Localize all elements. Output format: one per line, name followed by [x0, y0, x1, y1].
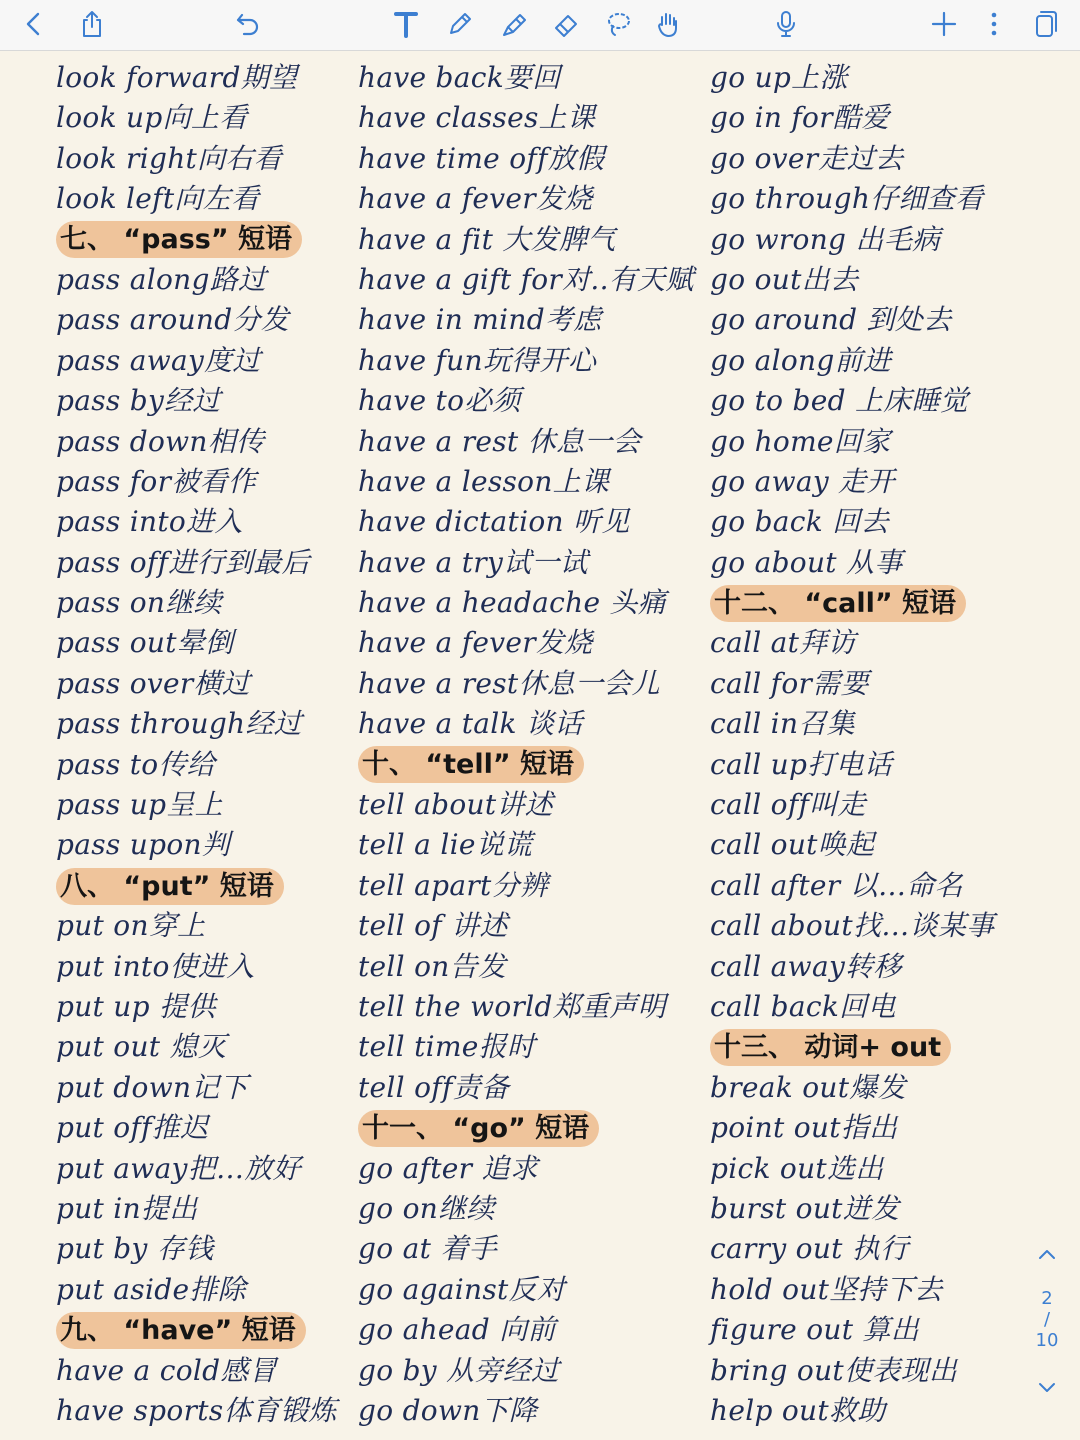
phrase-line: tell on告发 — [358, 949, 507, 983]
phrase-line: go along前进 — [710, 343, 892, 377]
phrase-line: pass on继续 — [56, 586, 222, 620]
phrase-line: pass for被看作 — [56, 464, 257, 498]
hand-icon[interactable] — [648, 5, 688, 43]
phrase-line: go down下降 — [358, 1393, 538, 1427]
phrase-line: go in for酷爱 — [710, 101, 890, 135]
phrase-line: have sports体育锻炼 — [56, 1393, 337, 1427]
section-heading: 七、 “pass” 短语 — [56, 221, 302, 258]
phrase-line: call out唤起 — [710, 828, 875, 862]
more-icon[interactable] — [974, 5, 1014, 43]
text-tool-icon[interactable] — [386, 5, 426, 43]
phrase-line: pass upon判 — [56, 828, 231, 862]
phrase-line: look right向右看 — [56, 141, 282, 175]
section-heading-row — [56, 1310, 337, 1350]
phrase-line: pass by经过 — [56, 384, 221, 418]
phrase-line: put into使进入 — [56, 949, 255, 983]
phrase-column-1 — [56, 58, 337, 1431]
lasso-icon[interactable] — [598, 5, 638, 43]
phrase-line: pass out晕倒 — [56, 626, 234, 660]
phrase-line: go over走过去 — [710, 141, 904, 175]
phrase-line: pass through经过 — [56, 707, 302, 741]
phrase-line: have a fever发烧 — [358, 626, 593, 660]
phrase-line: have a fit 大发脾气 — [358, 222, 616, 256]
page-indicator — [1030, 1288, 1064, 1352]
phrase-line: help out救助 — [710, 1393, 886, 1427]
phrase-line: go up上涨 — [710, 61, 848, 94]
page-up-chevron-icon[interactable] — [1030, 1244, 1064, 1270]
phrase-line: have a rest 休息一会 — [358, 424, 641, 458]
phrase-line: go around 到处去 — [710, 303, 952, 337]
phrase-line: pass into进入 — [56, 505, 243, 539]
phrase-line: put away把…放好 — [56, 1151, 301, 1185]
page-separator: / — [1043, 1309, 1051, 1330]
phrase-line: look up向上看 — [56, 101, 248, 135]
phrase-line: tell time报时 — [358, 1030, 536, 1064]
phrase-column-2 — [358, 58, 694, 1431]
phrase-line: go ahead 向前 — [358, 1313, 556, 1347]
phrase-line: call off叫走 — [710, 788, 866, 822]
phrase-line: put aside排除 — [56, 1272, 246, 1306]
note-page[interactable] — [0, 51, 1080, 1440]
highlighter-icon[interactable] — [494, 5, 534, 43]
phrase-line: have fun玩得开心 — [358, 343, 597, 377]
phrase-line: pass along路过 — [56, 262, 267, 296]
phrase-line: bring out使表现出 — [710, 1353, 958, 1387]
phrase-line: break out爆发 — [710, 1070, 906, 1104]
phrase-line: tell off责备 — [358, 1070, 510, 1104]
phrase-line: have a try试一试 — [358, 545, 588, 579]
phrase-line: go at 着手 — [358, 1232, 497, 1266]
phrase-line: have a fever发烧 — [358, 182, 593, 216]
section-heading: 八、 “put” 短语 — [56, 868, 284, 905]
total-page-number: 10 — [1035, 1330, 1059, 1351]
section-heading-row — [56, 866, 337, 906]
phrase-line: go to bed 上床睡觉 — [710, 384, 969, 418]
phrase-line: have a lesson上课 — [358, 464, 610, 498]
phrase-line: carry out 执行 — [710, 1232, 909, 1266]
phrase-line: pass away度过 — [56, 343, 261, 377]
phrase-line: call after 以…命名 — [710, 868, 963, 902]
phrase-line: hold out坚持下去 — [710, 1272, 943, 1306]
toolbar — [0, 0, 1080, 51]
phrase-line: tell about讲述 — [358, 788, 553, 822]
phrase-line: go wrong 出毛病 — [710, 222, 941, 256]
page-down-chevron-icon[interactable] — [1030, 1376, 1064, 1402]
eraser-icon[interactable] — [546, 5, 586, 43]
section-heading: 十、 “tell” 短语 — [358, 746, 584, 783]
add-icon[interactable] — [924, 5, 964, 43]
section-heading-row — [358, 1108, 694, 1148]
section-heading: 十二、 “call” 短语 — [710, 585, 966, 622]
phrase-line: pass down相传 — [56, 424, 265, 458]
phrase-line: have a talk 谈话 — [358, 707, 583, 741]
phrase-line: call back回电 — [710, 989, 896, 1023]
phrase-line: have a cold感冒 — [56, 1353, 277, 1387]
section-heading-row — [710, 1027, 994, 1067]
section-heading: 十三、 动词+ out — [710, 1029, 951, 1066]
phrase-line: pick out选出 — [710, 1151, 884, 1185]
phrase-line: have time off放假 — [358, 141, 605, 175]
phrase-line: have back要回 — [358, 61, 561, 94]
phrase-line: go on继续 — [358, 1191, 495, 1225]
phrase-line: put up 提供 — [56, 989, 216, 1023]
section-heading-row — [710, 583, 994, 623]
phrase-line: go away 走开 — [710, 464, 895, 498]
share-icon[interactable] — [72, 5, 112, 43]
phrase-line: pass up呈上 — [56, 788, 223, 822]
phrase-line: put by 存钱 — [56, 1232, 214, 1266]
phrase-line: go home回家 — [710, 424, 891, 458]
section-heading-row — [358, 745, 694, 785]
phrase-line: have classes上课 — [358, 101, 596, 135]
phrase-line: point out指出 — [710, 1111, 898, 1145]
phrase-line: go after 追求 — [358, 1151, 539, 1185]
phrase-line: pass around分发 — [56, 303, 290, 337]
phrase-line: put off推迟 — [56, 1111, 209, 1145]
phrase-line: go out出去 — [710, 262, 859, 296]
phrase-line: go back 回去 — [710, 505, 889, 539]
undo-icon[interactable] — [228, 5, 268, 43]
phrase-column-3 — [710, 58, 994, 1431]
phrase-line: have a gift for对..有天赋 — [358, 262, 694, 296]
phrase-line: put down记下 — [56, 1070, 248, 1104]
phrase-line: have a rest休息一会儿 — [358, 666, 660, 700]
pages-icon[interactable] — [1024, 5, 1064, 43]
phrase-line: tell a lie说谎 — [358, 828, 533, 862]
phrase-line: have to必须 — [358, 384, 521, 418]
phrase-line: call about找…谈某事 — [710, 909, 995, 943]
phrase-line: go against反对 — [358, 1272, 566, 1306]
phrase-line: call for需要 — [710, 666, 869, 700]
phrase-line: look left向左看 — [56, 182, 260, 216]
phrase-line: put in提出 — [56, 1191, 198, 1225]
phrase-line: figure out 算出 — [710, 1313, 920, 1347]
phrase-line: tell the world郑重声明 — [358, 989, 666, 1023]
microphone-icon[interactable] — [766, 5, 806, 43]
section-heading: 九、 “have” 短语 — [56, 1312, 306, 1349]
phrase-line: go by 从旁经过 — [358, 1353, 560, 1387]
phrase-line: call away转移 — [710, 949, 902, 983]
section-heading-row — [56, 220, 337, 260]
phrase-line: burst out迸发 — [710, 1191, 900, 1225]
phrase-line: tell apart分辨 — [358, 868, 549, 902]
phrase-line: have a headache 头痛 — [358, 586, 667, 620]
phrase-line: put out 熄灭 — [56, 1030, 227, 1064]
phrase-line: put on穿上 — [56, 909, 206, 943]
section-heading: 十一、 “go” 短语 — [358, 1110, 599, 1147]
phrase-line: call in召集 — [710, 707, 855, 741]
phrase-line: look forward期望 — [56, 61, 298, 94]
phrase-line: call at拜访 — [710, 626, 856, 660]
pen-icon[interactable] — [440, 5, 480, 43]
back-chevron-icon[interactable] — [14, 5, 54, 43]
phrase-line: go through仔细查看 — [710, 182, 984, 216]
phrase-line: have dictation 听见 — [358, 505, 630, 539]
phrase-line: call up打电话 — [710, 747, 893, 781]
phrase-line: go about 从事 — [710, 545, 903, 579]
phrase-line: pass off进行到最后 — [56, 545, 310, 579]
current-page-number: 2 — [1041, 1288, 1053, 1309]
phrase-line: pass over横过 — [56, 666, 251, 700]
phrase-line: pass to传给 — [56, 747, 216, 781]
phrase-line: have in mind考虑 — [358, 303, 602, 337]
phrase-line: tell of 讲述 — [358, 909, 508, 943]
